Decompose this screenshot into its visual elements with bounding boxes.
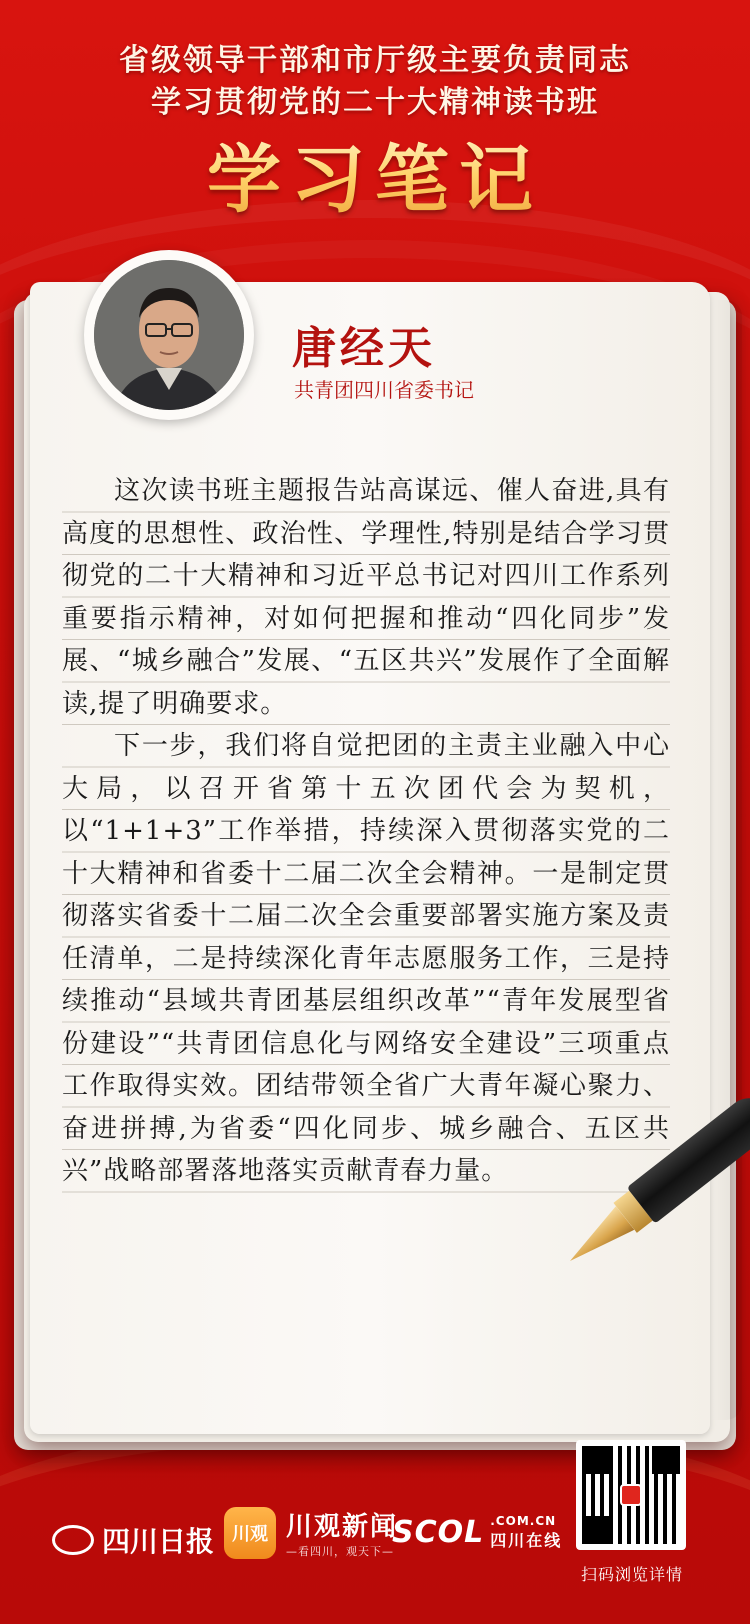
chuanguan-slogan: —看四川，观天下— <box>286 1545 394 1558</box>
scol-cn-name: 四川在线 <box>490 1531 563 1550</box>
qr-code[interactable] <box>576 1440 686 1550</box>
sichuan-daily-emblem-icon <box>52 1525 94 1555</box>
chuanguan-name: 川观新闻 <box>286 1512 399 1542</box>
page-shadow <box>712 300 742 1420</box>
article-paragraph-2: 下一步，我们将自觉把团的主责主业融入中心大局，以召开省第十五次团代会为契机，以“1+1+3”工作举措，持续深入贯彻落实党的二十大精神和省委十二届二次全会精神。一是制定贯彻落实省委十二届二次全会重要部署实施方案及责任清单，二是持续深化青年志愿服务工作，三是持续推动“县域共青团基层组织改革”“青年发展型省份建设”“共青团信息化与网络安全建设”三项重点工作取得实效。团结带领全省广大青年凝心聚力、奋进拼搏,为省委“四化同步、城乡融合、五区共兴”战略部署落地落实贡献青春力量。 <box>62 731 670 1186</box>
avatar <box>94 260 244 410</box>
author-position: 共青团四川省委书记 <box>294 378 474 402</box>
qr-code-label: 扫码浏览详情 <box>580 1565 683 1584</box>
chuanguan-news-logo[interactable] <box>224 1506 398 1559</box>
scol-logo[interactable] <box>392 1514 562 1551</box>
portrait-icon <box>94 260 244 410</box>
scol-brand: SCOL <box>392 1515 485 1550</box>
chuanguan-badge-icon: 川观 <box>224 1507 276 1559</box>
page-title: 学习笔记 <box>0 132 750 228</box>
article-body <box>62 470 670 1193</box>
sichuan-daily-logo[interactable] <box>52 1520 214 1560</box>
qr-center-logo-icon <box>620 1484 642 1506</box>
header-line-2: 学习贯彻党的二十大精神读书班 <box>151 85 599 120</box>
header <box>0 40 750 228</box>
article-paragraph-1: 这次读书班主题报告站高谋远、催人奋进,具有高度的思想性、政治性、学理性,特别是结合学习贯彻党的二十大精神和习近平总书记对四川工作系列重要指示精神，对如何把握和推动“四化同步”发展、“城乡融合”发展、“五区共兴”发展作了全面解读,提了明确要求。 <box>62 476 670 719</box>
scol-domain: .COM.CN <box>490 1514 557 1528</box>
header-line-1: 省级领导干部和市厅级主要负责同志 <box>119 43 631 78</box>
sichuan-daily-label: 四川日报 <box>102 1525 215 1558</box>
author-name: 唐经天 <box>292 323 436 374</box>
